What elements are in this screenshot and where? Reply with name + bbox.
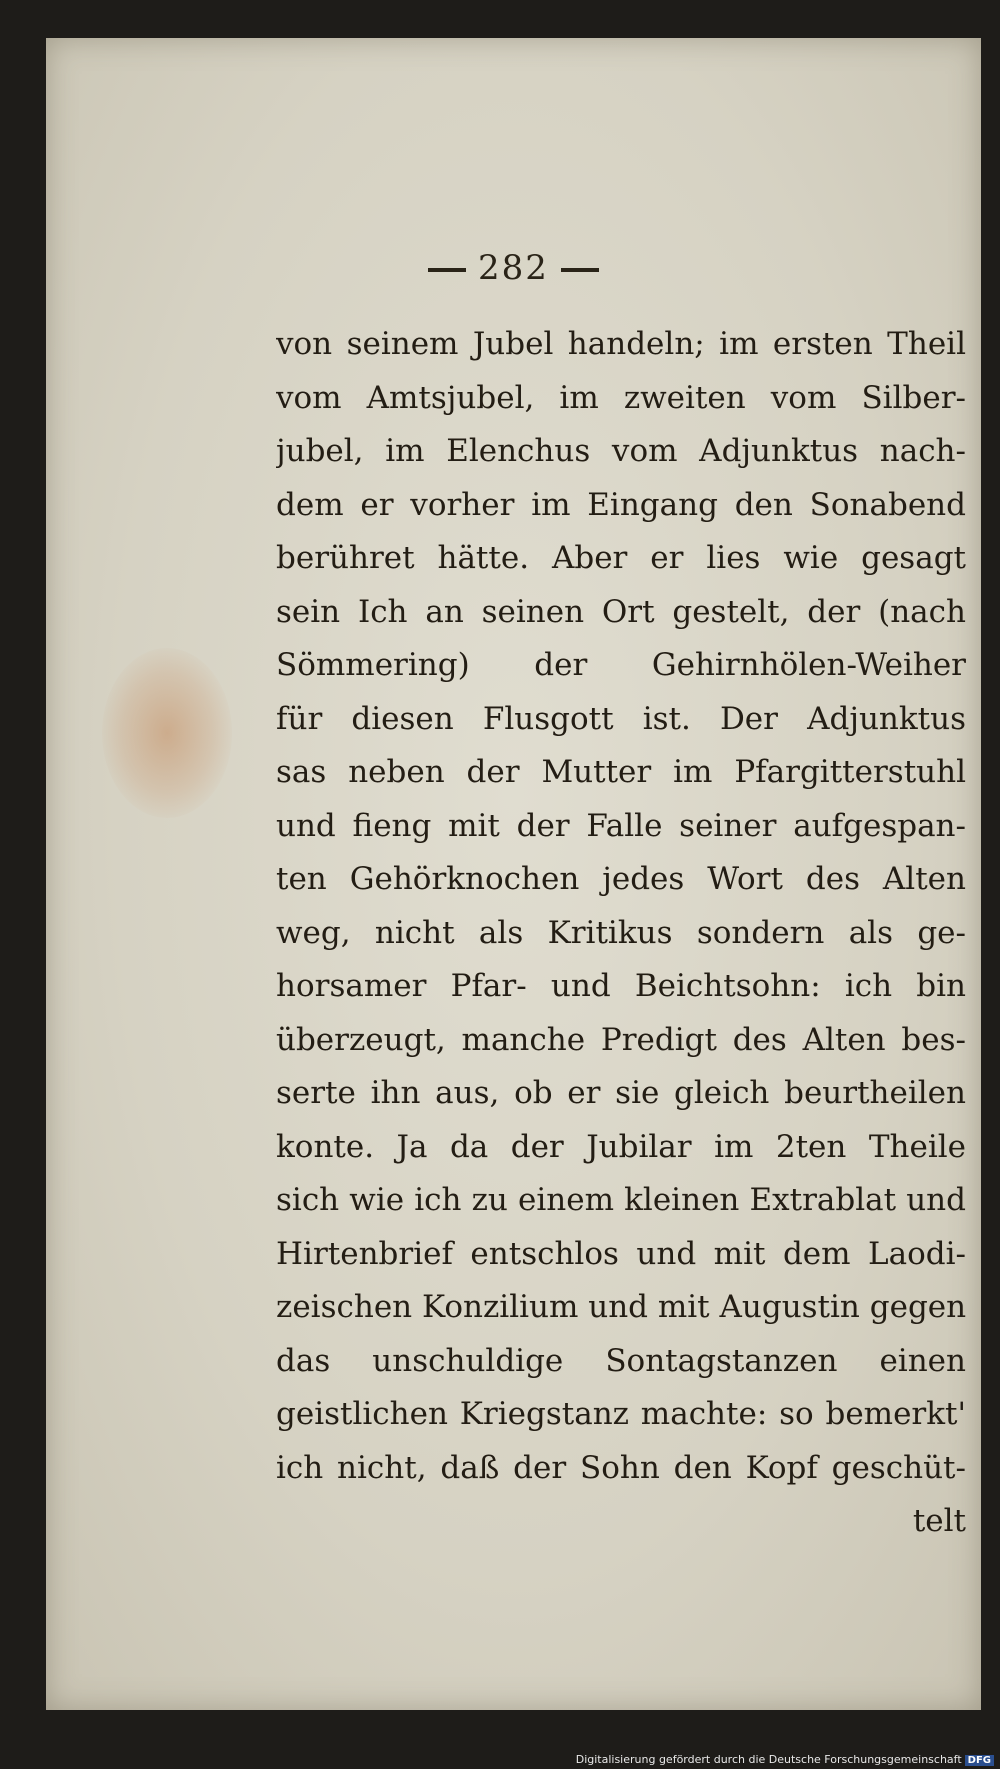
page-number [46, 248, 981, 288]
text-line: vom Amtsjubel, im zweiten vom Silber- [276, 379, 966, 416]
text-line: sas neben der Mutter im Pfargitterstuhl [276, 754, 966, 790]
text-line: dem er vorher im Eingang den Sonabend [276, 486, 966, 523]
dash-left [428, 268, 466, 272]
book-page [46, 38, 981, 1710]
text-line: Sömmering) der Gehirnhölen-Weiher [276, 647, 966, 683]
text-line: jubel, im Elenchus vom Adjunktus nach- [276, 433, 966, 469]
text-line: überzeugt, manche Predigt des Alten bes- [276, 1021, 966, 1058]
text-line: berühret hätte. Aber er lies wie gesagt [276, 540, 966, 576]
dash-right [561, 268, 599, 272]
text-line: für diesen Flusgott ist. Der Adjunktus [276, 700, 966, 737]
text-line: und fieng mit der Falle seiner aufgespan- [276, 807, 966, 844]
text-line: horsamer Pfar- und Beichtsohn: ich bin [276, 968, 966, 1004]
page-number-text: 282 [478, 248, 549, 288]
credit-text: Digitalisierung gefördert durch die Deutsche Forschungsgemeinschaft [575, 1753, 962, 1766]
text-line: das unschuldige Sontagstanzen einen [276, 1342, 966, 1379]
text-line: konte. Ja da der Jubilar im 2ten Theile [276, 1128, 966, 1165]
text-line: serte ihn aus, ob er sie gleich beurtheilen [276, 1075, 966, 1111]
text-line: von seinem Jubel handeln; im ersten Theil [276, 326, 966, 362]
paper-stain [102, 648, 232, 818]
text-line: sich wie ich zu einem kleinen Extrablat und [276, 1182, 966, 1218]
text-line: weg, nicht als Kritikus sondern als ge- [276, 914, 966, 951]
text-line: geistlichen Kriegstanz machte: so bemerkt' [276, 1396, 966, 1432]
text-line: sein Ich an seinen Ort gestelt, der (nach [276, 593, 966, 630]
text-line: zeischen Konzilium und mit Augustin gegen [276, 1289, 966, 1325]
digitization-credit [576, 1753, 994, 1766]
dfg-logo: DFG [965, 1755, 994, 1766]
text-line: Hirtenbrief entschlos und mit dem Laodi- [276, 1235, 966, 1272]
text-line: ten Gehörknochen jedes Wort des Alten [276, 861, 966, 897]
catchword: telt [912, 1503, 966, 1539]
body-text [276, 318, 966, 1549]
text-line: ich nicht, daß der Sohn den Kopf geschüt- [276, 1449, 966, 1486]
